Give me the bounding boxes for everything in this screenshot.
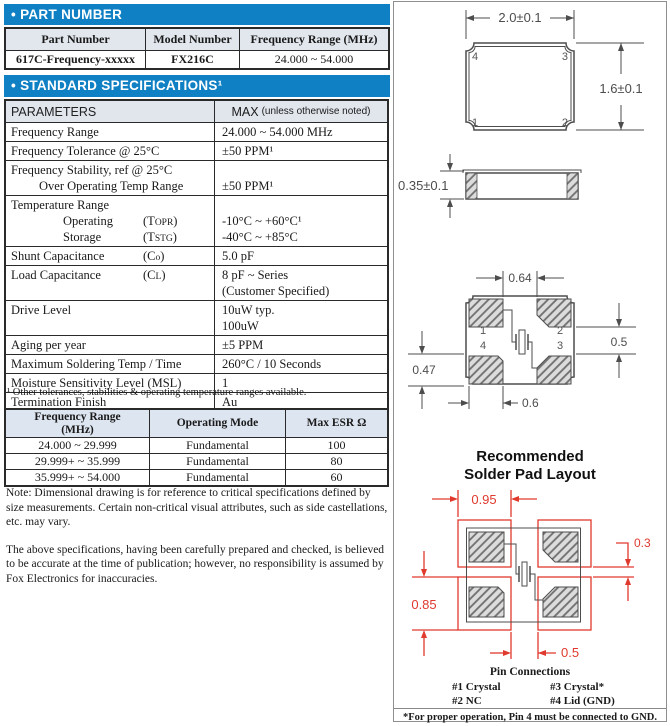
esr-table-cell: 60 [285, 470, 388, 487]
crystal-lead [530, 574, 543, 600]
spec-row [6, 195, 387, 246]
pad-4 [469, 587, 504, 617]
pad-4 [469, 356, 503, 384]
pin-label: 2 [557, 325, 564, 337]
pin-label: 1 [480, 325, 487, 337]
spec-parameter-cell [6, 161, 214, 195]
pad-width-dimension: 0.6 [522, 396, 539, 410]
spec-parameter-text: Shunt Capacitance [11, 249, 105, 263]
spec-parameter-line [11, 143, 212, 159]
spec-parameter-line [11, 229, 212, 245]
spec-parameter-symbol: (Co) [143, 249, 165, 263]
part-table-cell: 24.000 ~ 54.000 [239, 51, 389, 70]
package-outline [466, 43, 574, 130]
crystal-body [522, 562, 527, 586]
spec-header-max-note: (unless otherwise noted) [261, 106, 371, 117]
spec-header-max-label: MAX [231, 104, 259, 119]
esr-table-row [5, 470, 388, 487]
spec-row [6, 265, 387, 300]
pin-label: 1 [472, 117, 479, 129]
spec-parameter-text: Frequency Range [11, 125, 99, 139]
spec-parameter-line [11, 248, 212, 264]
spec-parameter-cell [6, 196, 214, 246]
part-table-header-row [5, 28, 389, 51]
spec-row [6, 300, 387, 335]
spec-parameter-cell [6, 266, 214, 300]
package-side-view-drawing [394, 152, 666, 252]
crystal-body [519, 330, 525, 354]
crystal-lead [503, 310, 516, 342]
pin-connections-note: *For proper operation, Pin 4 must be connected to GND. [394, 708, 666, 723]
spec-parameter-text: Load Capacitance [11, 268, 101, 282]
pin-connections-title: Pin Connections [489, 666, 571, 678]
spec-parameter-text: Drive Level [11, 303, 72, 317]
package-top-view-drawing [394, 2, 666, 152]
spec-value-line: ±50 PPM¹ [222, 179, 274, 193]
part-table-header-cell: Part Number [5, 28, 146, 51]
terminal-pad [567, 173, 578, 199]
pad-3 [543, 587, 578, 617]
spec-parameter-line [11, 124, 212, 140]
esr-table [4, 408, 389, 487]
spec-parameter-cell [6, 336, 214, 354]
part-table-cell: FX216C [146, 51, 240, 70]
package-inner-outline [469, 47, 571, 127]
esr-table-cell: 100 [285, 438, 388, 454]
pin-label: 2 [561, 117, 568, 129]
esr-table-cell: 29.999+ ~ 35.999 [5, 454, 149, 470]
terminal-pad [466, 173, 477, 199]
part-table-header-cell: Model Number [146, 28, 240, 51]
spec-value-line: ±5 PPM [222, 338, 264, 352]
pin-connections-left-column [452, 680, 501, 708]
pin-connections-columns [394, 680, 666, 708]
esr-table-cell: Fundamental [149, 470, 285, 487]
spec-value-line: 1 [222, 376, 229, 390]
spec-row [6, 141, 387, 160]
spec-parameter-cell [6, 247, 214, 265]
width-dimension: 2.0±0.1 [498, 10, 542, 25]
pin-connections-block [394, 666, 666, 723]
esr-table-header-cell: Max ESR Ω [285, 409, 388, 438]
spec-value-cell [214, 142, 387, 160]
package-body [466, 173, 578, 199]
spec-parameter-text: Storage [63, 230, 102, 244]
pin-connections-right-column [550, 680, 615, 708]
spec-parameter-text: Frequency Tolerance @ 25°C [11, 144, 160, 158]
spec-value-line [222, 162, 385, 178]
pin-connection-item: #4 Lid (GND) [550, 695, 615, 707]
spec-value-line: 260°C / 10 Seconds [222, 357, 322, 371]
pad-gap-y-dimension: 0.5 [610, 335, 628, 349]
spec-value-cell [214, 301, 387, 335]
note-dimensional: Note: Dimensional drawing is for reference to critical specifications defined by size measurements. Certain non-critical visual attributes, such as side castellations, etc. may vary. [6, 487, 388, 528]
spec-parameter-cell [6, 301, 214, 335]
spec-footnote: ¹ Other tolerances, stabilities & operating temperature ranges available. [7, 387, 307, 398]
spec-parameter-symbol: (TOPR) [143, 214, 178, 228]
part-number-section-header [4, 4, 390, 25]
spec-value-cell [214, 355, 387, 373]
pad-gap-x-dimension: 0.64 [508, 271, 532, 285]
spec-parameter-text: Maximum Soldering Temp / Time [11, 357, 182, 371]
solder-pad-width-dimension: 0.95 [471, 492, 497, 507]
pin-label: 4 [472, 51, 479, 63]
esr-table-cell: 80 [285, 454, 388, 470]
esr-table-cell: 24.000 ~ 29.999 [5, 438, 149, 454]
solder-gap-y-dimension: 0.3 [634, 536, 651, 550]
part-number-table [4, 27, 390, 70]
part-number-section-title: • PART NUMBER [11, 7, 123, 22]
spec-value-line: 10uW typ. [222, 303, 275, 317]
pin-connection-item: #1 Crystal [452, 681, 501, 693]
spec-parameter-line [11, 337, 212, 353]
spec-row [6, 335, 387, 354]
spec-parameter-symbol: (CL) [143, 268, 166, 282]
part-table-header-cell: Frequency Range (MHz) [239, 28, 389, 51]
spec-value-line: -40°C ~ +85°C [222, 230, 298, 244]
esr-table-cell: Fundamental [149, 454, 285, 470]
spec-parameter-line [11, 302, 212, 318]
pin-connection-item: #2 NC [452, 695, 482, 707]
spec-value-cell [214, 123, 387, 141]
crystal-lead [528, 342, 537, 368]
pin-label: 4 [480, 340, 487, 352]
esr-table-body [5, 438, 388, 487]
spec-value-line: (Customer Specified) [222, 284, 330, 298]
height-dimension: 1.6±0.1 [599, 81, 643, 96]
esr-table-cell: 35.999+ ~ 54.000 [5, 470, 149, 487]
spec-parameter-text: Temperature Range [11, 198, 110, 212]
spec-parameter-line [11, 213, 212, 229]
spec-table-body [6, 122, 387, 411]
pad-1 [469, 532, 504, 562]
spec-row [6, 122, 387, 141]
drawings-panel [393, 1, 667, 722]
spec-value-line: 24.000 ~ 54.000 MHz [222, 125, 333, 139]
spec-value-cell [214, 336, 387, 354]
spec-value-line: Au [222, 395, 238, 409]
esr-table-header-row [5, 409, 388, 438]
solder-gap-x-dimension: 0.5 [561, 645, 580, 660]
spec-value-line: 8 pF ~ Series [222, 268, 289, 282]
esr-table-row [5, 454, 388, 470]
spec-row [6, 246, 387, 265]
spec-row [6, 160, 387, 195]
part-table-cell: 617C-Frequency-xxxxx [5, 51, 146, 70]
spec-value-line: 100uW [222, 319, 259, 333]
pin-label: 3 [561, 51, 568, 63]
spec-value-cell [214, 161, 387, 195]
esr-table-cell: Fundamental [149, 438, 285, 454]
spec-value-cell [214, 247, 387, 265]
note-disclaimer: The above specifications, having been carefully prepared and checked, is believed to be accurate at the time of publication; however, no responsibility is assumed by Fox Electronics for inaccuracies. [6, 543, 385, 585]
spec-parameter-cell [6, 355, 214, 373]
spec-header-parameters: PARAMETERS [11, 104, 97, 119]
package-bottom-view-drawing [394, 257, 666, 427]
spec-table-header-row [6, 101, 387, 122]
spec-header-max [214, 101, 387, 122]
spec-parameter-line [11, 178, 212, 194]
spec-parameter-cell [6, 142, 214, 160]
spec-parameter-line [11, 197, 212, 213]
pad-3 [537, 356, 571, 384]
solder-pad-height-dimension: 0.85 [411, 597, 437, 612]
esr-table-row [5, 438, 388, 454]
spec-parameter-line [11, 162, 212, 178]
spec-row [6, 354, 387, 373]
spec-parameter-line [11, 356, 212, 372]
spec-parameter-cell [6, 123, 214, 141]
notes-block [6, 486, 389, 599]
spec-value-line [222, 197, 385, 213]
spec-parameter-text: Aging per year [11, 338, 86, 352]
spec-value-line: ±50 PPM¹ [222, 144, 274, 158]
spec-parameter-text: Operating [63, 214, 113, 228]
esr-table-header-cell: Operating Mode [149, 409, 285, 438]
pad-2 [537, 299, 571, 327]
spec-parameter-text: Termination Finish [11, 395, 107, 409]
pad-1 [469, 299, 503, 327]
specs-section-title: • STANDARD SPECIFICATIONS¹ [11, 78, 223, 93]
spec-parameter-text: Moisture Sensitivity Level (MSL) [11, 376, 182, 390]
spec-parameter-text: Frequency Stability, ref @ 25°C [11, 163, 173, 177]
spec-value-line: 5.0 pF [222, 249, 254, 263]
spec-value-line: -10°C ~ +60°C¹ [222, 214, 302, 228]
thickness-dimension: 0.35±0.1 [398, 178, 449, 193]
spec-parameter-symbol: (TSTG) [143, 230, 177, 244]
spec-parameter-text: Over Operating Temp Range [39, 179, 184, 193]
esr-table-header-cell: Frequency Range (MHz) [5, 409, 149, 438]
specifications-table [4, 99, 389, 413]
spec-value-cell [214, 196, 387, 246]
specs-section-header [4, 75, 390, 97]
spec-parameter-line [11, 267, 212, 283]
pin-label: 3 [557, 340, 564, 352]
spec-value-cell [214, 266, 387, 300]
pad-2 [543, 532, 578, 562]
solder-pad-layout-title: Recommended Solder Pad Layout [464, 448, 596, 483]
pin-connection-item: #3 Crystal* [550, 681, 605, 693]
part-table-row [5, 51, 389, 70]
edge-dimension: 0.47 [412, 363, 436, 377]
